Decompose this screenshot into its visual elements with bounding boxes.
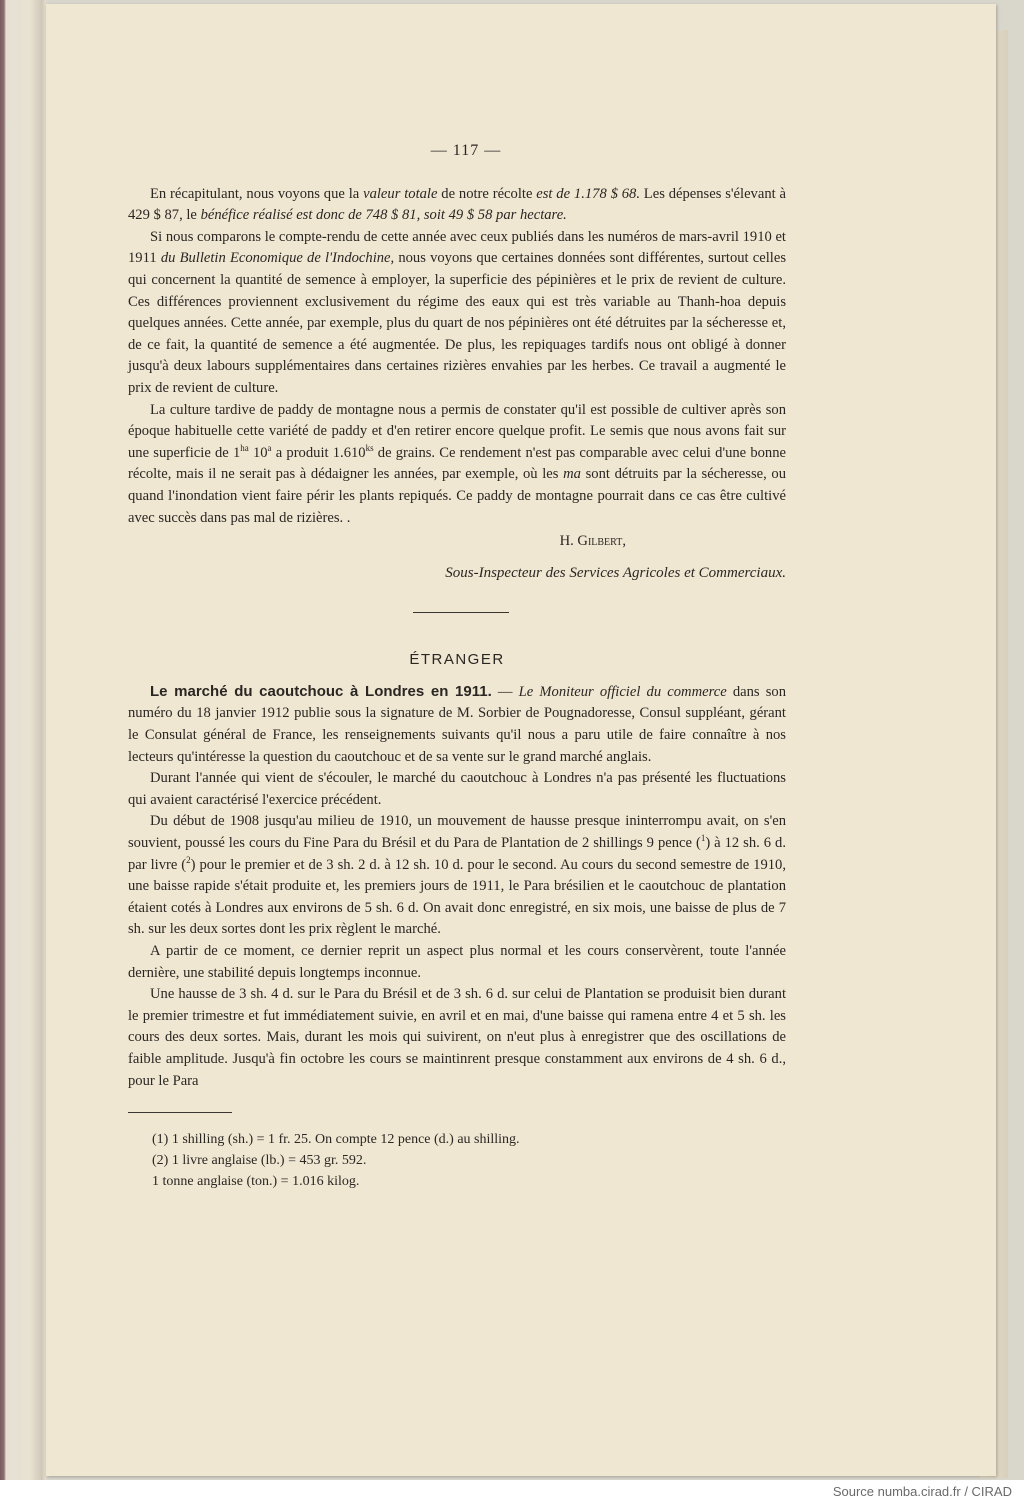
article-paragraph-5: Une hausse de 3 sh. 4 d. sur le Para du Brésil et de 3 sh. 6 d. sur celui de Plantation se produisit bien durant le premier trimestre et fut immédiatement suivie, en avril et en mai, d'une baisse qui ramena entre 4 et 5 sh. les cours des deux sortes. Mais, durant les mois qui suivirent, on n'eut plus à enregistrer que des oscillations de faible amplitude. Jusqu'à fin octobre les cours se maintinrent presque constamment aux environs de 4 sh. 6 d., pour le Para [128, 986, 786, 1089]
article-paragraph-4: A partir de ce moment, ce dernier reprit un aspect plus normal et les cours conservèrent, toute l'année dernière, une stabilité depuis longtemps inconnue. [128, 943, 786, 981]
article-paragraph-3: Du début de 1908 jusqu'au milieu de 1910, un mouvement de hausse presque ininterrompu avait, on s'en souvient, poussé les cours du Fine Para du Brésil et du Para de Plantation de 2 shillings 9 pence ($^1$) à 12 sh. 6 d. par livre ($^2$) pour le premier et de 3 sh. 2 d. à 12 sh. 10 d. pour le second. Au cours du second semestre de 1910, une baisse rapide s'était produite et, les premiers jours de 1911, le Para brésilien et le caoutchouc de plantation étaient cotés à Londres aux environs de 5 sh. 6 d. On avait donc enregistré, en six mois, une baisse de plus de 7 sh. sur les deux sortes dont les prix règlent le marché. [128, 813, 786, 938]
signature-name: H. Gilbert, [559, 533, 626, 550]
report-paragraph-comparison: Si nous comparons le compte-rendu de cette année avec ceux publiés dans les numéros de mars-avril 1910 et 1911 du Bulletin Economique de l'Indochine, nous voyons que certaines données sont différentes, surtout celles qui concernent la quantité de semence à employer, la superficie des pépinières et le prix de revient de culture. Ces différences proviennent exclusivement du régime des eaux qui est très variable au Thanh-hoa depuis quelques années. Cette année, par exemple, plus du quart de nos pépinières ont été détruites par la sécheresse et, de ce fait, la quantité de semence a été augmentée. De plus, les repiquages tardifs nous ont obligé à donner jusqu'à deux labours supplémentaires dans certaines rizières envahies par les herbes. Ce travail a augmenté le prix de revient de culture. [128, 228, 786, 396]
article-intro-paragraph: Le marché du caoutchouc à Londres en 1911. — Le Moniteur officiel du commerce dans son numéro du 18 janvier 1912 publie sous la signature de M. Sorbier de Pougnadoresse, Consul suppléant, gérant le Consulat général de France, les renseignements suivants qu'il nous a paru utile de faire connaître à nos lecteurs qu'intéresse la question du caoutchouc et de sa vente sur le grand marché anglais. [128, 682, 787, 765]
footnote-rule [128, 1112, 232, 1113]
page-number: — 117 — [430, 142, 502, 159]
footnotes [152, 1129, 786, 1192]
section-heading: ÉTRANGER [409, 651, 505, 669]
footnote-1: (1) 1 shilling (sh.) = 1 fr. 25. On compte 12 pence (d.) au shilling. [152, 1132, 520, 1148]
footnote-2: (2) 1 livre anglaise (lb.) = 453 gr. 592. [152, 1153, 367, 1169]
section-divider [413, 612, 509, 613]
report-paragraph-summary: En récapitulant, nous voyons que la valeur totale de notre récolte est de 1.178 $ 68. Les dépenses s'élevant à 429 $ 87, le bénéfice réalisé est donc de 748 $ 81, soit 49 $ 58 par hectare. [128, 185, 786, 224]
footnote-3: 1 tonne anglaise (ton.) = 1.016 kilog. [152, 1174, 360, 1190]
book-binding-edge [0, 0, 46, 1480]
report-paragraph-late-culture: La culture tardive de paddy de montagne nous a permis de constater qu'il est possible de cultiver après son époque habituelle cette variété de paddy et d'en retirer encore quelque profit. Le semis que nous avons fait sur une superficie de $1^{ha}$ 10$^a$ a produit $1.610^{ks}$ de grains. Ce rendement n'est pas comparable avec celui d'une bonne récolte, mais il ne serait pas à dédaigner les années, par exemple, où les ma sont détruits par la sécheresse, ou quand l'inondation vient faire périr les plants repiqués. Ce paddy de montagne pourrait dans ce cas être cultivé avec succès dans pas mal de rizières. . [128, 401, 786, 526]
page-content [128, 140, 786, 1192]
article-title: Le marché du caoutchouc à Londres en 1911. [150, 682, 492, 700]
signature-title: Sous-Inspecteur des Services Agricoles et Commerciaux. [445, 564, 786, 581]
article-paragraph-2: Durant l'année qui vient de s'écouler, le marché du caoutchouc à Londres n'a pas présenté les fluctuations qui avaient caractérisé l'exercice précédent. [128, 770, 786, 808]
source-credit: Source numba.cirad.fr / CIRAD [832, 1484, 1012, 1499]
